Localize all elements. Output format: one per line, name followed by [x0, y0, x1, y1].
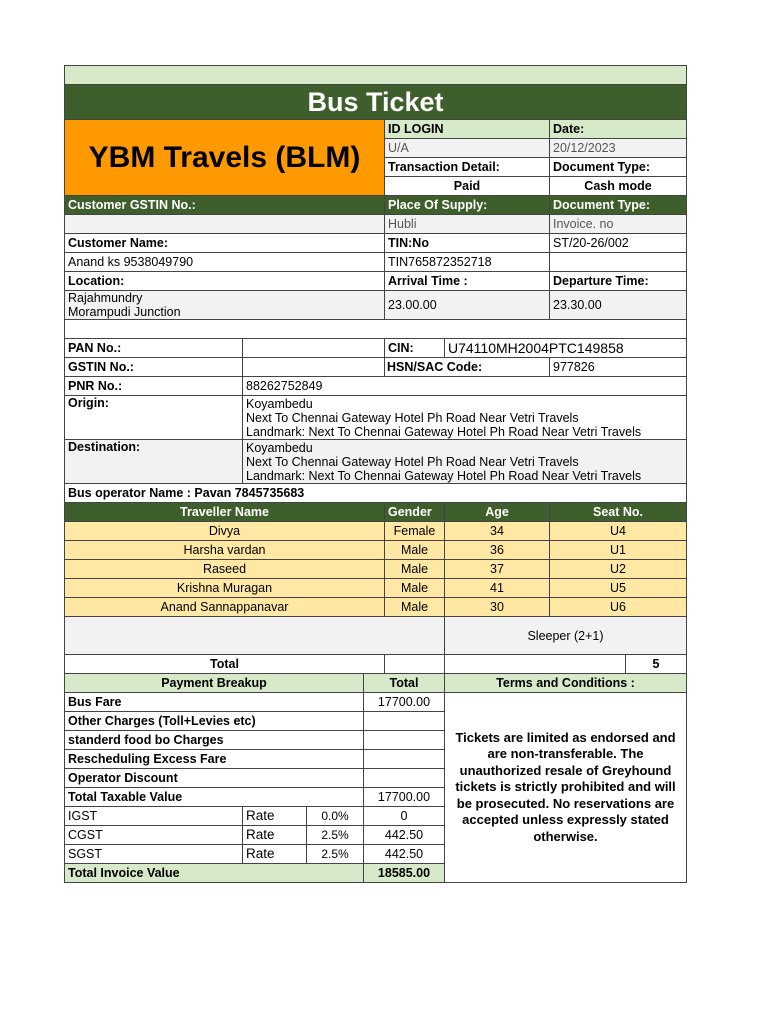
traveller-row	[65, 560, 687, 579]
traveller-age: 34	[445, 522, 550, 541]
spacer-row	[65, 320, 687, 339]
igst-label: IGST	[65, 807, 243, 826]
cgst-rate-label: Rate	[243, 826, 307, 844]
taxable-value-label: Total Taxable Value	[65, 788, 364, 807]
igst-value: 0	[364, 807, 445, 826]
origin-line: Next To Chennai Gateway Hotel Ph Road Near Vetri Travels	[246, 410, 579, 425]
rescheduling-label: Rescheduling Excess Fare	[65, 750, 364, 769]
transaction-label: Transaction Detail:	[385, 158, 550, 177]
sgst-rate: 2.5%	[321, 847, 349, 861]
traveller-total-blank	[445, 655, 626, 674]
customer-gstin-label: Customer GSTIN No.:	[65, 196, 385, 215]
bus-type-blank	[65, 617, 445, 655]
traveller-gender: Male	[385, 598, 445, 617]
sgst-rate-label: Rate	[243, 845, 307, 863]
transaction-value: Paid	[385, 177, 550, 196]
arrival-value: 23.00.00	[385, 291, 550, 320]
cin-value: U74110MH2004PTC149858	[445, 339, 687, 358]
food-charges-label: standerd food bo Charges	[65, 731, 364, 750]
tin-value: TIN765872352718	[385, 253, 550, 272]
bus-fare-label: Bus Fare	[65, 693, 364, 712]
payment-total-header: Total	[364, 674, 445, 693]
ticket-table	[64, 65, 687, 883]
doc-type-label: Document Type:	[550, 158, 687, 177]
date-value: 20/12/2023	[550, 139, 687, 158]
traveller-row	[65, 579, 687, 598]
tin-blank	[550, 253, 687, 272]
arrival-label: Arrival Time :	[385, 272, 550, 291]
id-login-value: U/A	[385, 139, 550, 158]
pnr-value: 88262752849	[243, 377, 687, 396]
traveller-seat: U6	[550, 598, 687, 617]
igst-rate-cell	[243, 807, 364, 826]
traveller-name: Harsha vardan	[65, 541, 385, 560]
location-value	[65, 291, 385, 320]
location-label: Location:	[65, 272, 385, 291]
terms-header: Terms and Conditions :	[445, 674, 687, 693]
location-line: Rajahmundry	[68, 291, 143, 305]
origin-line: Koyambedu	[246, 396, 313, 411]
igst-rate-label: Rate	[243, 807, 307, 825]
traveller-age: 36	[445, 541, 550, 560]
traveller-gender: Male	[385, 579, 445, 598]
origin-value	[243, 396, 687, 440]
other-charges-label: Other Charges (Toll+Levies etc)	[65, 712, 364, 731]
cin-label: CIN:	[385, 339, 445, 358]
traveller-seat: U4	[550, 522, 687, 541]
traveller-seat: U5	[550, 579, 687, 598]
invoice-total-label: Total Invoice Value	[65, 864, 364, 883]
pan-value	[243, 339, 385, 358]
igst-rate: 0.0%	[321, 809, 349, 823]
destination-value	[243, 440, 687, 484]
operator-discount-value	[364, 769, 445, 788]
page-title: Bus Ticket	[65, 85, 687, 120]
traveller-name: Divya	[65, 522, 385, 541]
sgst-value: 442.50	[364, 845, 445, 864]
food-charges-value	[364, 731, 445, 750]
traveller-seat: U2	[550, 560, 687, 579]
payment-header: Payment Breakup	[65, 674, 364, 693]
traveller-row	[65, 541, 687, 560]
doc-type-value: Cash mode	[550, 177, 687, 196]
customer-gstin-value	[65, 215, 385, 234]
hsn-label: HSN/SAC Code:	[385, 358, 550, 377]
traveller-row	[65, 522, 687, 541]
date-label: Date:	[550, 120, 687, 139]
place-of-supply-value: Hubli	[385, 215, 550, 234]
id-login-label: ID LOGIN	[385, 120, 550, 139]
traveller-age: 30	[445, 598, 550, 617]
top-band	[65, 66, 687, 85]
rescheduling-value	[364, 750, 445, 769]
traveller-age: 41	[445, 579, 550, 598]
place-of-supply-label: Place Of Supply:	[385, 196, 550, 215]
seat-header: Seat No.	[550, 503, 687, 522]
traveller-total-value: 5	[626, 655, 687, 674]
tin-label: TIN:No	[385, 234, 550, 253]
operator-discount-label: Operator Discount	[65, 769, 364, 788]
taxable-value: 17700.00	[364, 788, 445, 807]
sgst-rate-cell	[243, 845, 364, 864]
pnr-label: PNR No.:	[65, 377, 243, 396]
other-charges-value	[364, 712, 445, 731]
traveller-gender: Male	[385, 541, 445, 560]
terms-text: Tickets are limited as endorsed and are non-transferable. The unauthorized resale of Greyhound tickets is strictly prohibited and will be prosecuted. No reservations are accepted unless expressly stated otherwise.	[445, 693, 687, 883]
traveller-total-blank	[385, 655, 445, 674]
sgst-label: SGST	[65, 845, 243, 864]
pan-label: PAN No.:	[65, 339, 243, 358]
traveller-seat: U1	[550, 541, 687, 560]
cgst-rate: 2.5%	[321, 828, 349, 842]
supply-doc-type-label: Document Type:	[550, 196, 687, 215]
destination-line: Next To Chennai Gateway Hotel Ph Road Near Vetri Travels	[246, 454, 579, 469]
departure-value: 23.30.00	[550, 291, 687, 320]
destination-line: Landmark: Next To Chennai Gateway Hotel Ph Road Near Vetri Travels	[246, 468, 642, 483]
origin-line: Landmark: Next To Chennai Gateway Hotel Ph Road Near Vetri Travels	[246, 424, 642, 439]
departure-label: Departure Time:	[550, 272, 687, 291]
customer-name-value: Anand ks 9538049790	[65, 253, 385, 272]
gstin-value	[243, 358, 385, 377]
destination-line: Koyambedu	[246, 440, 313, 455]
traveller-gender: Female	[385, 522, 445, 541]
customer-name-label: Customer Name:	[65, 234, 385, 253]
age-header: Age	[445, 503, 550, 522]
cgst-label: CGST	[65, 826, 243, 845]
origin-label: Origin:	[65, 396, 243, 440]
hsn-value: 977826	[550, 358, 687, 377]
traveller-name: Raseed	[65, 560, 385, 579]
supply-doc-type-value: Invoice. no	[550, 215, 687, 234]
location-line: Morampudi Junction	[68, 305, 181, 319]
traveller-row	[65, 598, 687, 617]
traveller-name: Anand Sannappanavar	[65, 598, 385, 617]
gstin-label: GSTIN No.:	[65, 358, 243, 377]
traveller-gender: Male	[385, 560, 445, 579]
invoice-total-value: 18585.00	[364, 864, 445, 883]
traveller-total-label: Total	[65, 655, 385, 674]
bus-fare-value: 17700.00	[364, 693, 445, 712]
bus-ticket-sheet	[64, 65, 686, 883]
traveller-name: Krishna Muragan	[65, 579, 385, 598]
traveller-age: 37	[445, 560, 550, 579]
gender-header: Gender	[385, 503, 445, 522]
traveller-name-header: Traveller Name	[65, 503, 385, 522]
cgst-value: 442.50	[364, 826, 445, 845]
cgst-rate-cell	[243, 826, 364, 845]
destination-label: Destination:	[65, 440, 243, 484]
invoice-number: ST/20-26/002	[550, 234, 687, 253]
bus-type: Sleeper (2+1)	[445, 617, 687, 655]
company-name: YBM Travels (BLM)	[65, 120, 385, 196]
bus-operator: Bus operator Name : Pavan 7845735683	[65, 484, 687, 503]
